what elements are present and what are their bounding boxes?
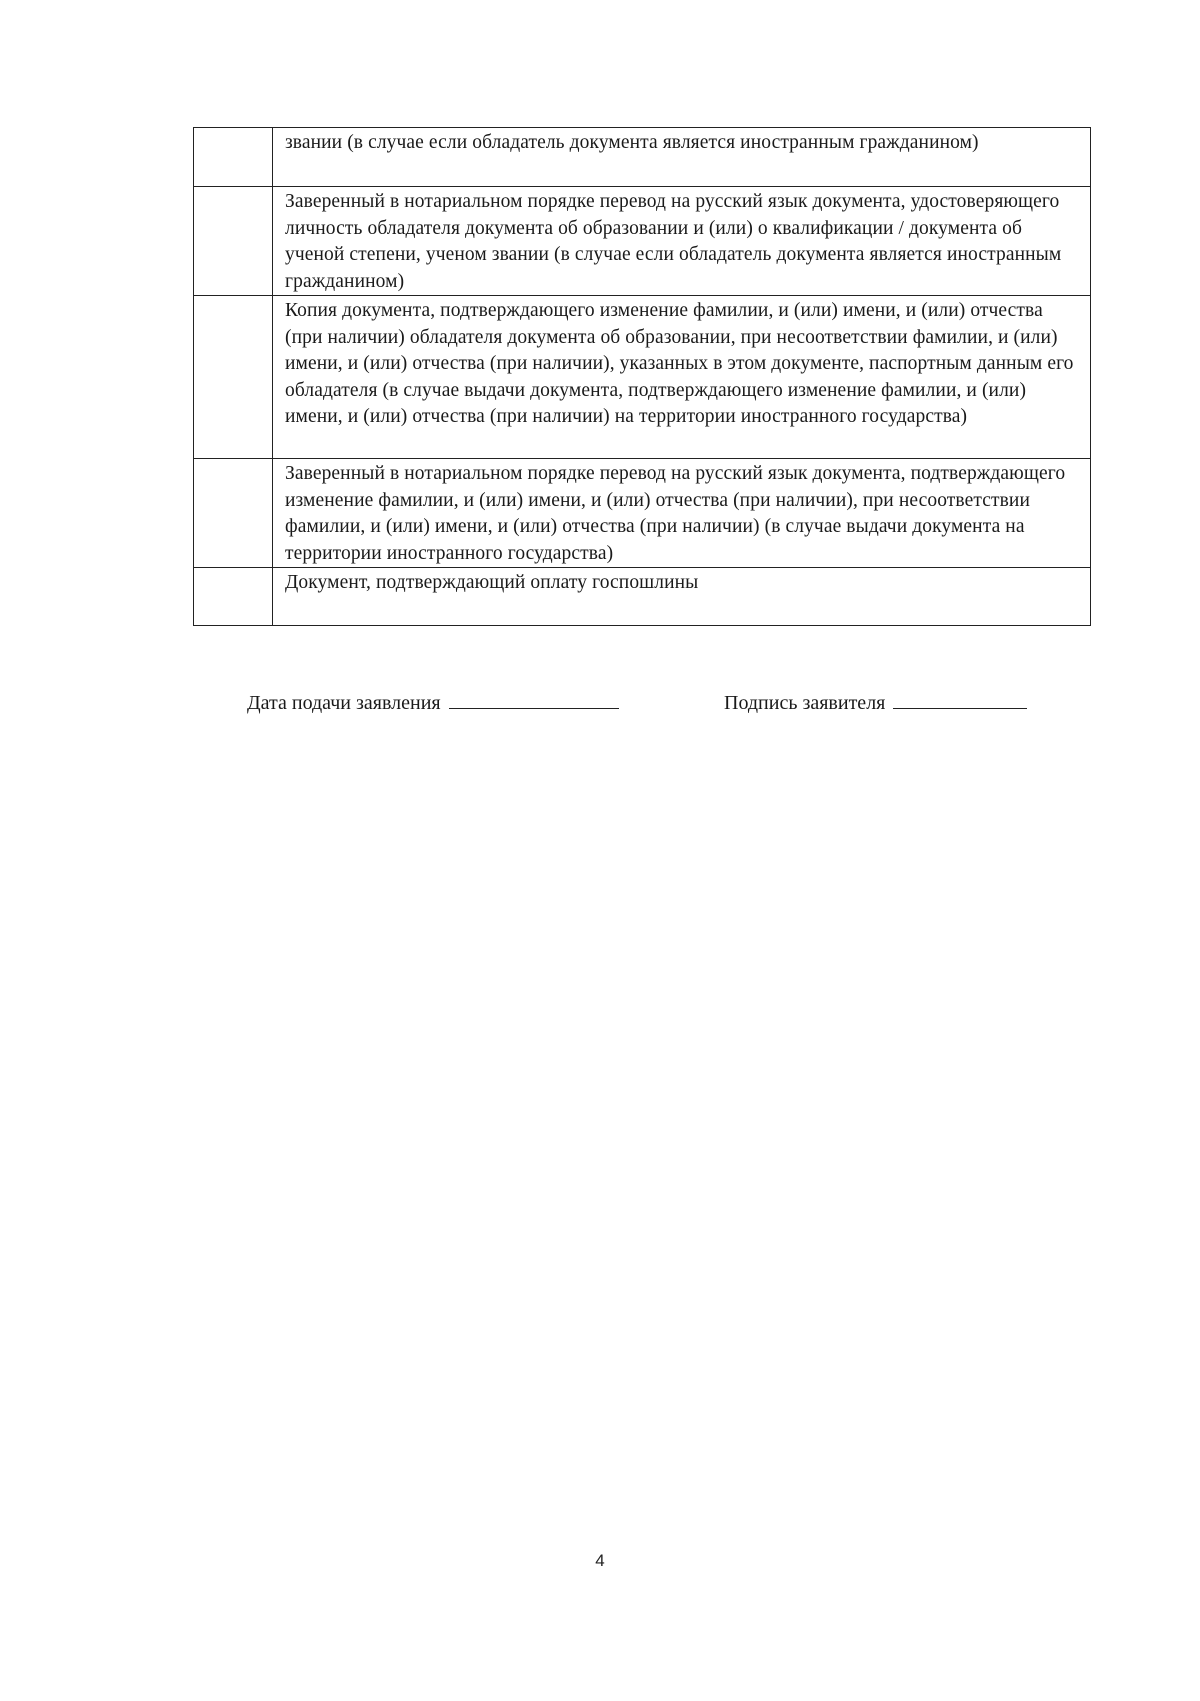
checkbox-cell[interactable]: [194, 128, 273, 187]
date-blank-line[interactable]: [449, 690, 619, 709]
checkbox-cell[interactable]: [194, 296, 273, 459]
document-description: Заверенный в нотариальном порядке перевод на русский язык документа, удостоверяющего личность обладателя документа об образовании и (или) о квалификации / документа об ученой степени, ученом звании (в случае если обладатель документа является иностранным гражданином): [273, 187, 1091, 296]
table-row: [194, 568, 1091, 626]
checkbox-cell[interactable]: [194, 187, 273, 296]
table-row: [194, 128, 1091, 187]
checkbox-cell[interactable]: [194, 459, 273, 568]
document-description: звании (в случае если обладатель документа является иностранным гражданином): [273, 128, 1091, 187]
document-description: Копия документа, подтверждающего изменение фамилии, и (или) имени, и (или) отчества (при наличии) обладателя документа об образовании, при несоответствии фамилии, и (или) имени, и (или) отчества (при наличии), указанных в этом документе, паспортным данным его обладателя (в случае выдачи документа, подтверждающего изменение фамилии, и (или) имени, и (или) отчества (при наличии) на территории иностранного государства): [273, 296, 1091, 459]
date-field: [247, 690, 619, 715]
document-description: Документ, подтверждающий оплату госпошлины: [273, 568, 1091, 626]
documents-table: [193, 127, 1091, 626]
signature-field: [724, 690, 1027, 715]
document-description: Заверенный в нотариальном порядке перевод на русский язык документа, подтверждающего изменение фамилии, и (или) имени, и (или) отчества (при наличии), при несоответствии фамилии, и (или) имени, и (или) отчества (при наличии) (в случае выдачи документа на территории иностранного государства): [273, 459, 1091, 568]
page-number: 4: [595, 1551, 605, 1570]
table-row: [194, 187, 1091, 296]
checkbox-cell[interactable]: [194, 568, 273, 626]
signature-label: Подпись заявителя: [724, 692, 886, 714]
date-label: Дата подачи заявления: [247, 692, 441, 714]
signature-blank-line[interactable]: [893, 690, 1027, 709]
table-row: [194, 459, 1091, 568]
table-row: [194, 296, 1091, 459]
